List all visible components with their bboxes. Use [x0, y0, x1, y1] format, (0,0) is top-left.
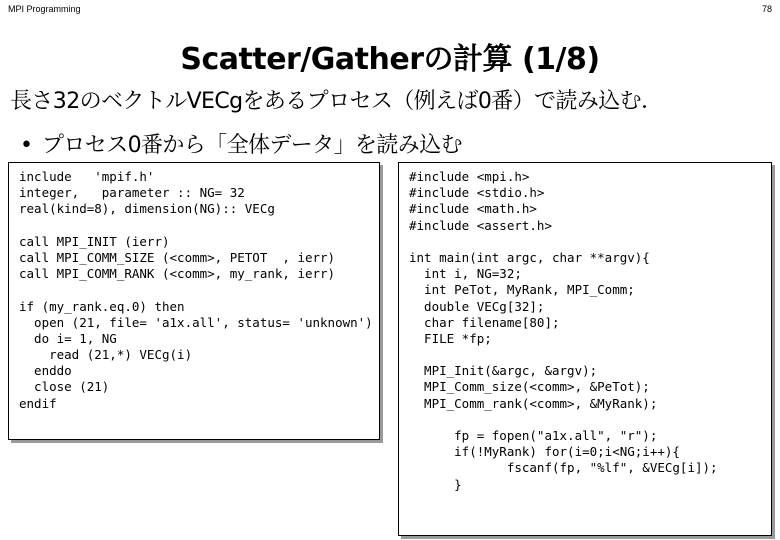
code-line: integer, parameter :: NG= 32 — [19, 185, 245, 201]
bullet-item — [20, 128, 462, 159]
slide-title: Scatter/Gatherの計算 (1/8) — [180, 42, 600, 77]
code-line: close (21) — [19, 379, 110, 395]
code-line — [409, 234, 771, 250]
code-line: include 'mpif.h' — [19, 169, 155, 184]
code-line — [409, 412, 771, 428]
code-line: int main(int argc, char **argv){ — [409, 249, 650, 265]
code-line — [19, 282, 379, 298]
code-line: call MPI_INIT (ierr) — [19, 233, 170, 249]
code-line: read (21,*) VECg(i) — [19, 347, 193, 363]
code-line: if (my_rank.eq.0) then — [19, 298, 185, 314]
header-course-title: MPI Programming — [8, 4, 81, 14]
code-line: #include <assert.h> — [409, 217, 552, 233]
slide-subtitle: 長さ32のベクトルVECgをあるプロセス（例えば0番）で読み込む． — [10, 89, 663, 114]
code-line: fscanf(fp, "%lf", &VECg[i]); — [409, 460, 718, 476]
code-line: if(!MyRank) for(i=0;i<NG;i++){ — [409, 444, 680, 460]
code-line: endif — [19, 395, 57, 411]
bullet-text: プロセス0番から「全体データ」を読み込む — [42, 133, 462, 158]
code-line: #include <mpi.h> — [409, 169, 530, 184]
code-line: fp = fopen("a1x.all", "r"); — [409, 428, 658, 443]
code-line: #include <stdio.h> — [409, 185, 545, 201]
code-line: MPI_Comm_size(<comm>, &PeTot); — [409, 379, 650, 395]
code-line: enddo — [19, 363, 72, 379]
code-line — [19, 218, 379, 234]
code-line: double VECg[32]; — [409, 298, 545, 314]
code-line: call MPI_COMM_SIZE (<comm>, PETOT , ierr) — [19, 249, 336, 265]
code-line: MPI_Init(&argc, &argv); — [409, 363, 598, 379]
code-line: #include <math.h> — [409, 201, 537, 217]
fortran-code-box — [8, 162, 380, 440]
code-line: int i, NG=32; — [409, 266, 522, 282]
page-number: 78 — [761, 4, 772, 14]
c-code-box — [398, 162, 772, 536]
code-line: real(kind=8), dimension(NG):: VECg — [19, 201, 275, 217]
code-line: int PeTot, MyRank, MPI_Comm; — [409, 282, 635, 298]
code-line — [409, 347, 771, 363]
code-line: call MPI_COMM_RANK (<comm>, my_rank, ierr) — [19, 266, 336, 282]
code-line: open (21, file= 'a1x.all', status= 'unknown') — [19, 314, 373, 330]
code-line: do i= 1, NG — [19, 330, 117, 346]
code-line: MPI_Comm_rank(<comm>, &MyRank); — [409, 395, 658, 411]
code-line: FILE *fp; — [409, 330, 492, 346]
code-line: } — [409, 476, 462, 492]
bullet-dot: • — [20, 133, 33, 158]
code-line: char filename[80]; — [409, 314, 560, 330]
